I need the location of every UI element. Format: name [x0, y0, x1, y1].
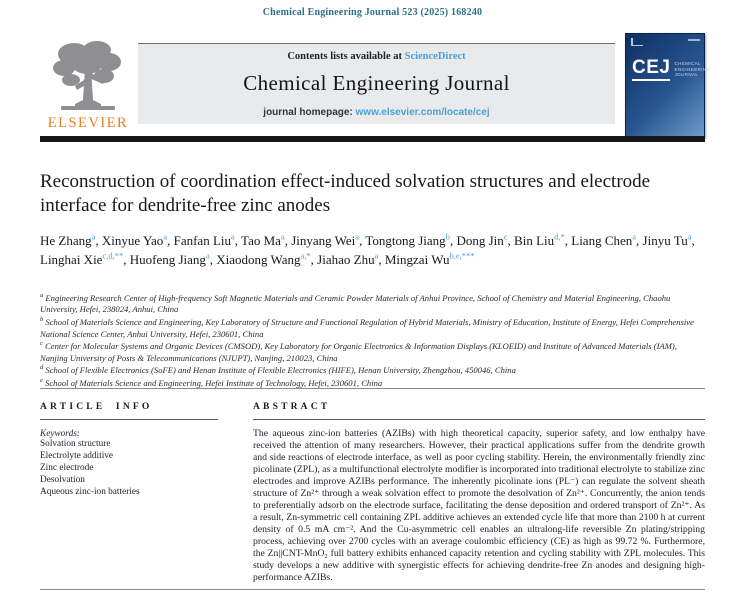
article-title: Reconstruction of coordination effect-induced solvation structures and electrode interface for dendrite-free zinc anodes — [40, 171, 651, 217]
cover-issue-mark — [688, 39, 700, 41]
author: Jinyang Wei$^a$, — [291, 232, 366, 249]
author-list — [40, 232, 700, 269]
author: Mingzai $Wu^{b,e,***}$ — [384, 250, 475, 267]
abstract-heading: ABSTRACT — [253, 402, 331, 412]
keyword: Aqueous zinc-ion batteries — [40, 486, 140, 497]
affiliation-list — [40, 292, 702, 389]
author: Dong Jin$^c$, — [456, 232, 515, 249]
author: Fanfan Liu$^a$, — [173, 232, 242, 249]
affiliation: $^d$ School of Flexible Electronics (SoFE) and Henan Institute of Flexible Electronics (HIFE), Henan University, Zhengzhou, 450046, China — [40, 364, 516, 375]
homepage-line — [138, 107, 615, 118]
cover-title: CHEMICAL ENGINEERING JOURNAL — [674, 61, 711, 78]
affiliation: $^c$ Center for Molecular Systems and Organic Devices (CMSOD), Key Laboratory for Organic Electronics & Information Displays (KLOEID) and Institute of Advanced Materials (IAM), Nanjing University of Posts & Telecommunications (NJUPT), Nanjing, 210023, China — [40, 340, 677, 363]
journal-cover-thumbnail[interactable] — [625, 33, 711, 138]
elsevier-wordmark: ELSEVIER — [47, 115, 129, 131]
column-gap — [218, 402, 253, 584]
author: Xiaodong Wang$^{a,*}$, — [216, 250, 318, 267]
abstract-rule — [253, 419, 705, 420]
author: Xinyue Yao$^a$, — [101, 232, 174, 249]
journal-title: Chemical Engineering Journal — [243, 71, 510, 95]
section-divider-top — [40, 388, 705, 389]
elsevier-tree-icon — [49, 38, 127, 114]
elsevier-logo[interactable] — [40, 38, 136, 138]
abstract-column — [253, 402, 705, 584]
author: Tongtong Jiang$^b$, — [365, 232, 457, 249]
article-info-rule — [40, 419, 218, 420]
header-rule-bar — [40, 136, 705, 142]
keyword: Desolvation — [40, 474, 85, 485]
abstract-text: The aqueous zinc-ion batteries (AZIBs) with high theoretical capacity, superior safety, and low enthalpy have received the attention of many researchers. However, their practical applications suffer from the dendrite growth and side reactions of electrode interface, as well as poor cycling stability. Herein, the environmentally friendly zinc picolinate (ZPL), as a multifunctional electrolyte modifier is incorporated into traditional electrolyte to stabilize zinc electrodes and improve AZIBs performance. The inherently picolinate ions (PL⁻) can regulate the solvent sheath structure of Zn²⁺ through a weak solvation effect to promote the desolvation of Zn²⁺. Concurrently, the anion tends to preferentially adsorb on the electrode surface, facilitating the dense deposition and ordered transport of Zn²⁺. As a result, Zn-symmetric cell containing ZPL additive achieves an extended cycle life that more than 2100 h at current density of 0.5 mA cm⁻². And the Cu-asymmetric cell enables an ultralong-life reversible Zn plating/stripping process, achieving over 2700 cycles with an average coulombic efficiency (CE) as high as 99.72 %. Furthermore, the Zn||CNT-MnO₂ full battery exhibits enhanced capacity retention and cycling stability with ZPL molecules. This study develops a new additive with synergistic effects for achieving dendrite-free Zn anodes and designing high-performance AZIBs. — [253, 428, 705, 584]
journal-info-box — [138, 43, 615, 124]
journal-header — [40, 38, 711, 141]
author: Tao Ma$^a$, — [241, 232, 292, 249]
author: Jinyu Tu$^a$, — [642, 232, 695, 249]
sciencedirect-link[interactable]: ScienceDirect — [404, 51, 466, 62]
article-info-column — [40, 402, 218, 584]
author: He Zhang$^a$, — [40, 232, 102, 249]
contents-prefix: Contents lists available at — [287, 51, 405, 62]
contents-line — [138, 51, 615, 62]
affiliation: $^e$ School of Materials Science and Engineering, Hefei Institute of Technology, Hefei, 230601, China — [40, 376, 383, 388]
cover-cej-logo: CEJ — [632, 58, 670, 81]
homepage-link[interactable]: www.elsevier.com/locate/cej — [355, 107, 490, 118]
keyword: Zinc electrode — [40, 462, 94, 473]
affiliation: $^a$ Engineering Research Center of High-frequency Soft Magnetic Materials and Ceramic Powder Materials of Anhui Province, School of Chemistry and Material Engineering, Chaohu University, Hefei, 238024, Anhui, China — [40, 292, 671, 315]
keywords-label: Keywords: — [40, 429, 80, 439]
affiliation: $^b$ School of Materials Science and Engineering, Key Laboratory of Structure and Functional Regulation of Hybrid Materials, Ministry of Education, Institute of Energy, Hefei Comprehensive National Science Center, Anhui University, Hefei, 230601, China — [40, 316, 694, 339]
author: Bin Liu$^{d,*}$, — [514, 232, 572, 249]
cover-publisher-mark-icon — [631, 38, 643, 46]
keyword-list — [40, 439, 218, 498]
journal-reference: Chemical Engineering Journal 523 (2025) 168240 — [262, 7, 483, 18]
author: Huofeng Jiang$^a$, — [129, 250, 217, 267]
info-abstract-columns — [40, 402, 705, 584]
author: Linghai Xie$^{c,d,**}$, — [40, 250, 130, 267]
author: Jiahao Zhu$^a$, — [317, 250, 385, 267]
article-info-heading: ARTICLE INFO — [40, 402, 153, 412]
keyword: Electrolyte additive — [40, 450, 114, 461]
footer-rule — [40, 589, 705, 590]
homepage-prefix: journal homepage: — [263, 107, 356, 118]
author: Liang Chen$^a$, — [571, 232, 643, 249]
keyword: Solvation structure — [40, 439, 111, 449]
